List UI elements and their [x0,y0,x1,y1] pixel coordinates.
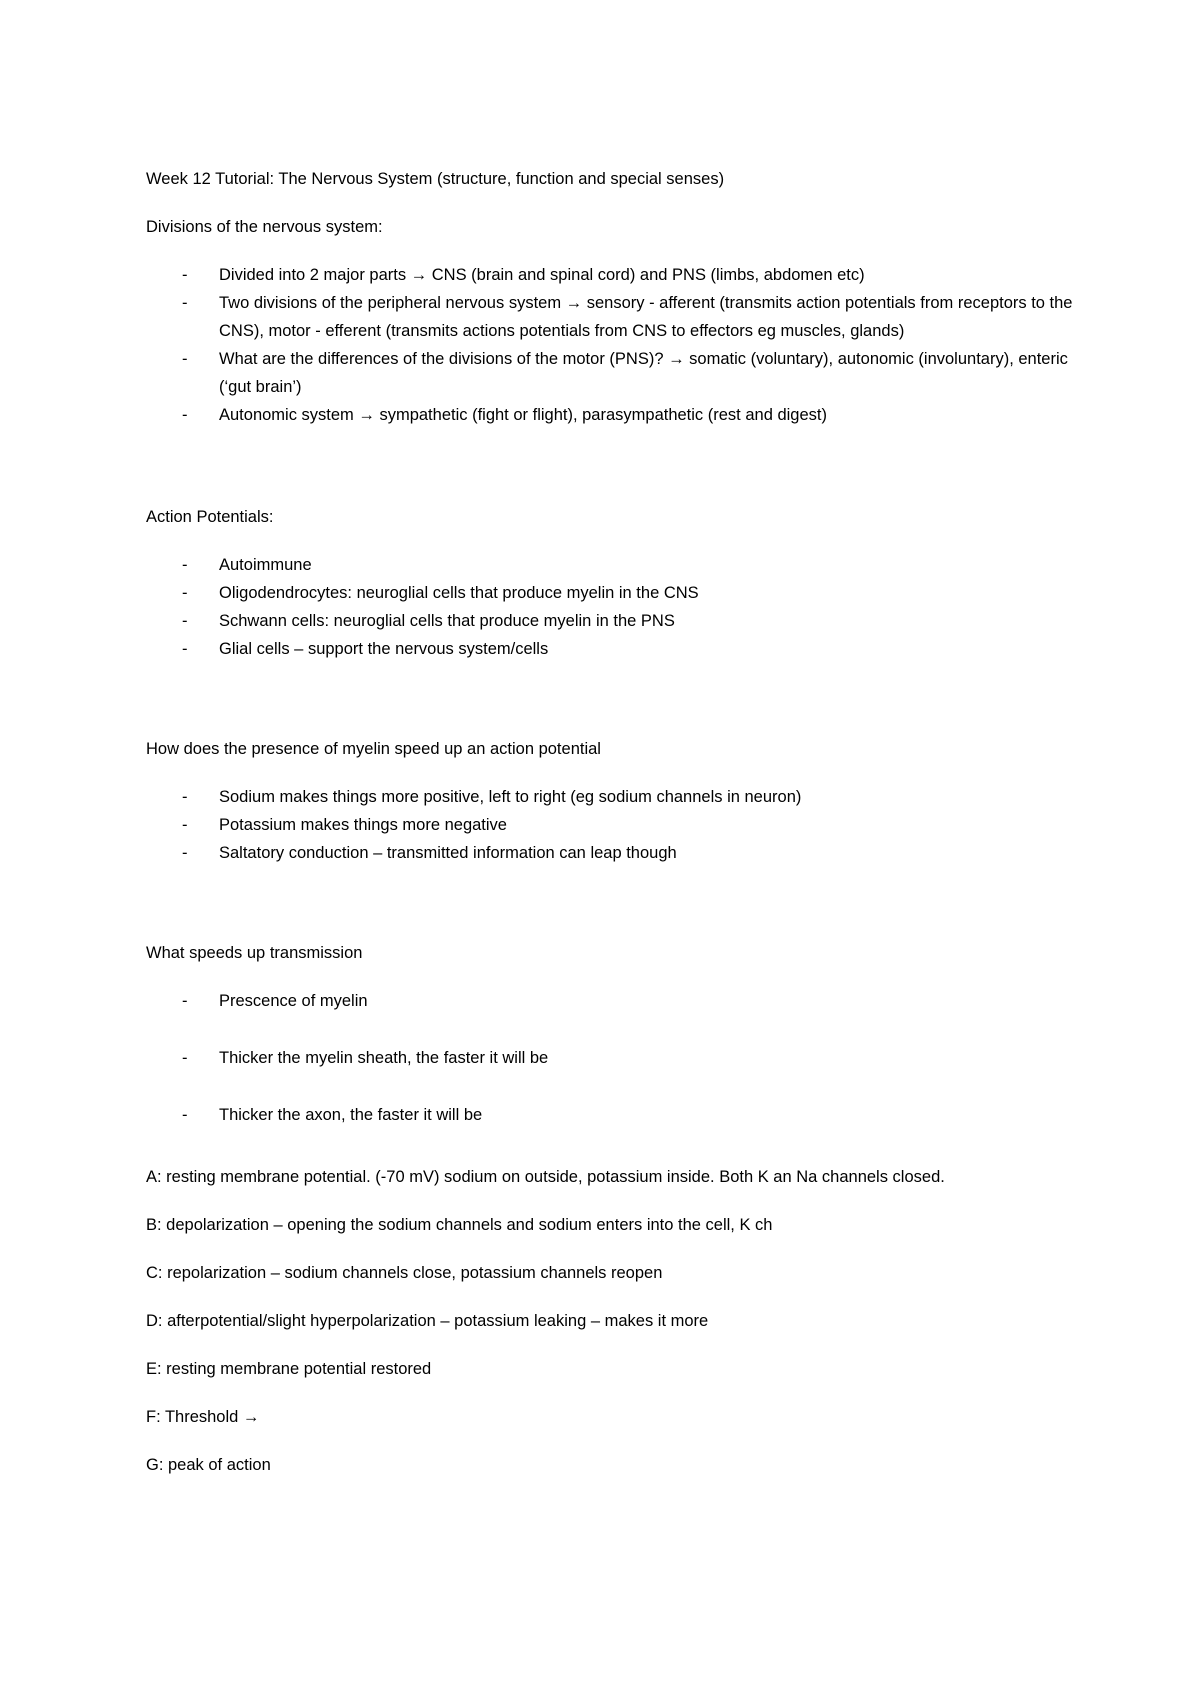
dash-bullet: - [182,612,188,630]
phase-line-g: G: peak of action [146,1456,271,1474]
dash-bullet: - [182,556,188,574]
list-transmission [146,987,1086,1129]
dash-bullet: - [182,844,188,862]
list-action-potentials [146,551,1086,663]
spacer [146,1129,1086,1163]
dash-bullet: - [182,1049,188,1067]
dash-bullet: - [182,350,188,368]
dash-bullet: - [182,294,188,312]
list-item [146,289,1086,345]
list-item-text: Oligodendrocytes: neuroglial cells that produce myelin in the CNS [219,584,699,602]
phase-line-f: F: Threshold → [146,1408,260,1426]
list-item-text: Thicker the axon, the faster it will be [219,1106,483,1124]
list-item [146,635,1086,663]
list-item [146,987,1086,1015]
list-item [146,579,1086,607]
phase-line-a: A: resting membrane potential. (-70 mV) sodium on outside, potassium inside. Both K an Na channels closed. [146,1168,945,1186]
list-item-text: Sodium makes things more positive, left to right (eg sodium channels in neuron) [219,788,802,806]
phase-line-d: D: afterpotential/slight hyperpolarization – potassium leaking – makes it more [146,1312,709,1330]
list-item-text: Autoimmune [219,556,312,574]
list-item [146,1044,1086,1072]
list-item-text: Potassium makes things more negative [219,816,507,834]
spacer [146,867,1086,939]
list-divisions [146,261,1086,429]
dash-bullet: - [182,584,188,602]
spacer [146,429,1086,503]
section-heading-myelin: How does the presence of myelin speed up an action potential [146,740,601,758]
list-item [146,345,1086,401]
dash-bullet: - [182,992,188,1010]
list-myelin [146,783,1086,867]
list-item-text: Two divisions of the peripheral nervous system → sensory - afferent (transmits action potentials from receptors to the CNS), motor - efferent (transmits actions potentials from CNS to effectors eg muscles, glands) [219,294,1073,340]
list-item [146,607,1086,635]
list-item-text: Saltatory conduction – transmitted information can leap though [219,844,677,862]
dash-bullet: - [182,1106,188,1124]
phase-line-c: C: repolarization – sodium channels close, potassium channels reopen [146,1264,663,1282]
document-body [146,165,1086,1499]
list-item-text: What are the differences of the divisions of the motor (PNS)? → somatic (voluntary), autonomic (involuntary), enteric (‘gut brain’) [219,350,1068,396]
list-item [146,261,1086,289]
list-item [146,839,1086,867]
list-item [146,401,1086,429]
phase-line-e: E: resting membrane potential restored [146,1360,432,1378]
document-title: Week 12 Tutorial: The Nervous System (structure, function and special senses) [146,170,725,188]
list-item [146,783,1086,811]
list-item-text: Schwann cells: neuroglial cells that produce myelin in the PNS [219,612,675,630]
dash-bullet: - [182,788,188,806]
dash-bullet: - [182,266,188,284]
list-item-text: Glial cells – support the nervous system/cells [219,640,549,658]
list-item-text: Thicker the myelin sheath, the faster it will be [219,1049,549,1067]
list-item-text: Prescence of myelin [219,992,368,1010]
dash-bullet: - [182,640,188,658]
section-heading-action-potentials: Action Potentials: [146,508,274,526]
list-item [146,1101,1086,1129]
section-heading-divisions: Divisions of the nervous system: [146,218,383,236]
dash-bullet: - [182,406,188,424]
list-item-text: Divided into 2 major parts → CNS (brain and spinal cord) and PNS (limbs, abdomen etc) [219,266,865,284]
section-heading-transmission: What speeds up transmission [146,944,363,962]
spacer [146,663,1086,735]
phase-line-b: B: depolarization – opening the sodium channels and sodium enters into the cell, K ch [146,1216,773,1234]
list-item [146,811,1086,839]
list-item-text: Autonomic system → sympathetic (fight or flight), parasympathetic (rest and digest) [219,406,827,424]
list-item [146,551,1086,579]
dash-bullet: - [182,816,188,834]
